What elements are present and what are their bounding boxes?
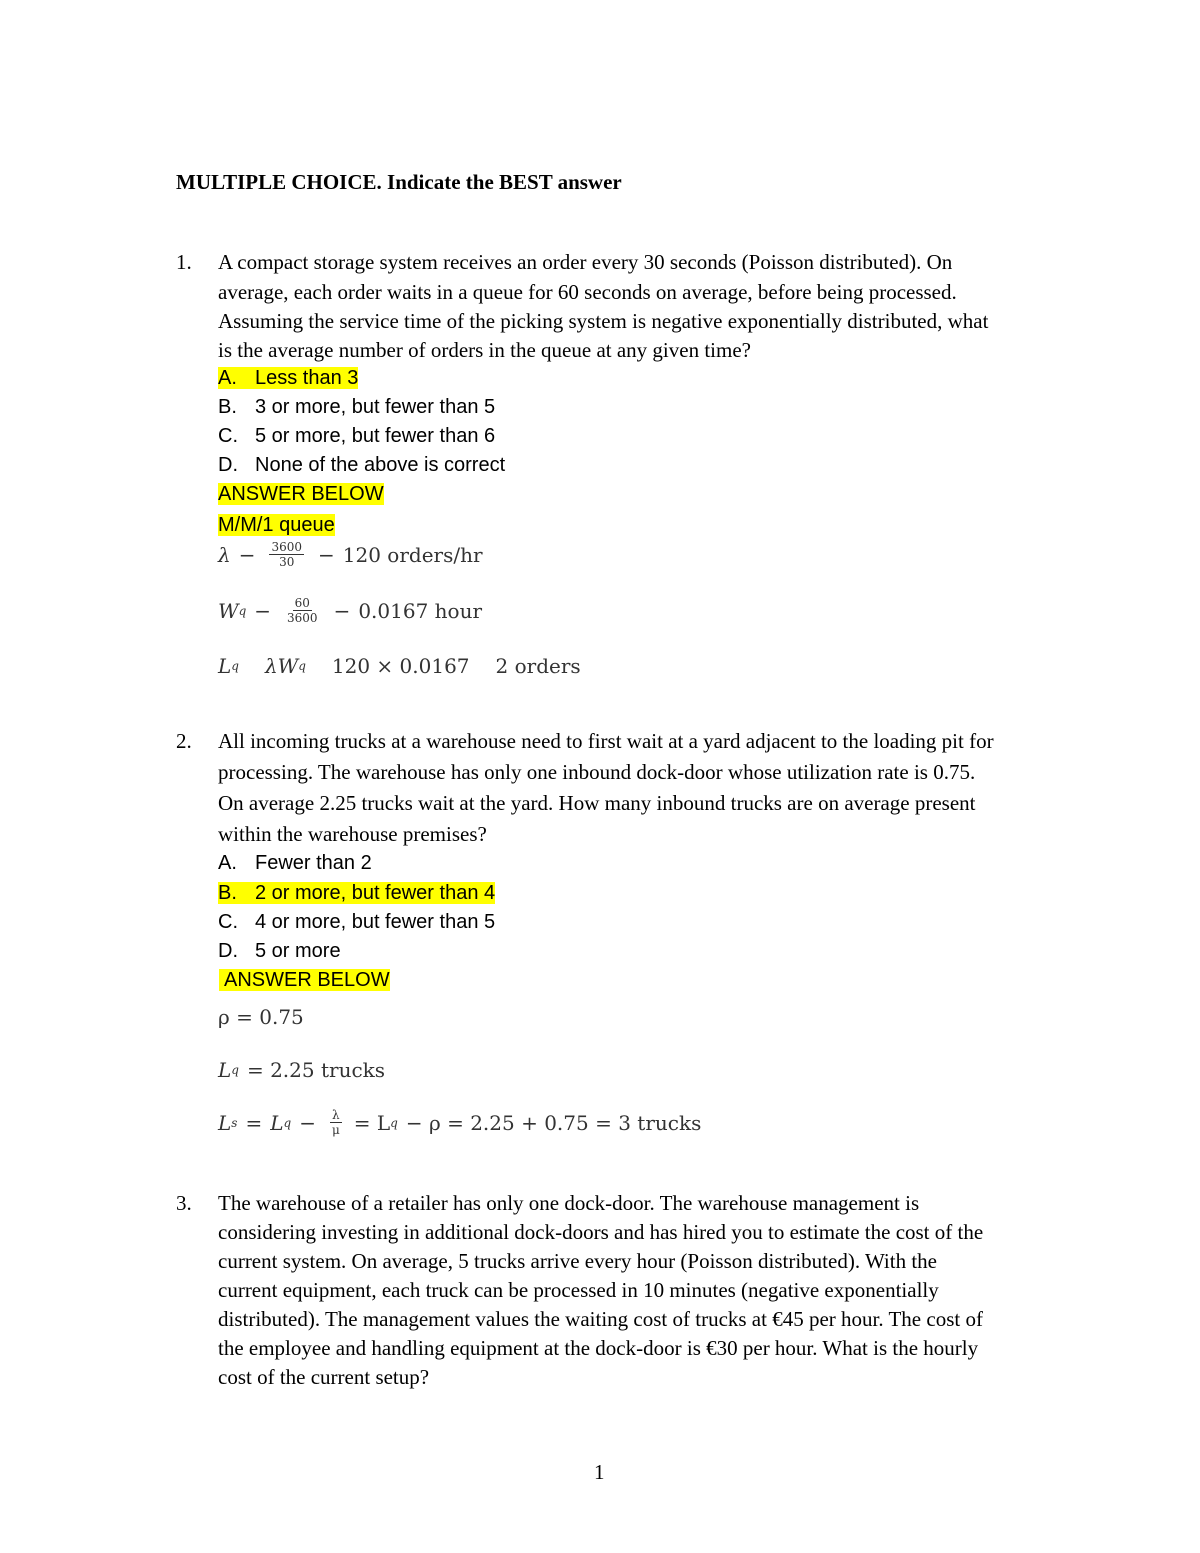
option-letter: A.: [218, 367, 237, 389]
option-text: 2 or more, but fewer than 4: [255, 882, 496, 904]
question-3-line: considering investing in additional dock-doors and has hired you to estimate the cost of the: [218, 1220, 984, 1244]
model-label-text: M/M/1 queue: [218, 514, 335, 536]
math-subscript: q: [238, 603, 247, 618]
option-letter: C.: [218, 425, 238, 447]
question-1-line: is the average number of orders in the queue at any given time?: [218, 338, 751, 362]
fraction: [330, 1108, 342, 1137]
question-1-option-c: [218, 425, 495, 448]
math-symbol: W: [218, 598, 239, 623]
math-term: = L: [353, 1110, 391, 1135]
question-3-line: the employee and handling equipment at the dock-door is €30 per hour. What is the hourly: [218, 1336, 979, 1360]
math-symbol: L: [218, 1110, 232, 1135]
option-letter: C.: [218, 911, 238, 933]
question-1-model-label: [218, 514, 335, 537]
question-1-option-d: [218, 454, 505, 477]
math-symbol: L: [218, 654, 232, 678]
option-text: Fewer than 2: [255, 852, 372, 874]
question-3-number: 3.: [176, 1191, 192, 1215]
question-2-option-b: [218, 882, 495, 905]
option-text: 3 or more, but fewer than 5: [255, 396, 496, 418]
section-heading: MULTIPLE CHOICE. Indicate the BEST answer: [176, 170, 622, 194]
question-2-number: 2.: [176, 729, 192, 753]
option-text: 5 or more: [255, 940, 341, 962]
option-letter: B.: [218, 882, 237, 904]
question-3-line: current equipment, each truck can be processed in 10 minutes (negative exponentially: [218, 1278, 939, 1302]
math-expression: ρ = 0.75: [218, 1005, 304, 1029]
question-1-line: A compact storage system receives an order every 30 seconds (Poisson distributed). On: [218, 250, 953, 274]
page-number: 1: [594, 1460, 605, 1484]
question-2-equation-rho: [218, 1005, 304, 1029]
answer-label-text: ANSWER BELOW: [218, 483, 384, 505]
fraction: [285, 596, 320, 625]
question-1-line: average, each order waits in a queue for 60 seconds on average, before being processed.: [218, 280, 957, 304]
question-1-answer-label: [218, 483, 384, 506]
math-result: 2 orders: [495, 654, 581, 678]
question-3-line: The warehouse of a retailer has only one dock-door. The warehouse management is: [218, 1191, 920, 1215]
fraction-numerator: 3600: [271, 540, 302, 554]
fraction-numerator: λ: [332, 1108, 340, 1122]
fraction-denominator: 3600: [287, 611, 318, 625]
question-3-line: current system. On average, 5 trucks arrive every hour (Poisson distributed). With the: [218, 1249, 937, 1273]
question-2-line: within the warehouse premises?: [218, 822, 487, 846]
option-text: 5 or more, but fewer than 6: [255, 425, 496, 447]
math-subscript: q: [231, 659, 239, 673]
math-result: 120 orders/hr: [342, 542, 483, 567]
fraction-denominator: 30: [279, 555, 295, 569]
question-2-equation-ls: L s = L q − $\frac{\lambda}{\mu}$ = L q − ρ = 2.25 + 0.75 = 3 trucks: [218, 1108, 702, 1137]
fraction: [269, 540, 304, 569]
math-term: 120 × 0.0167: [331, 654, 470, 678]
question-2-line: On average 2.25 trucks wait at the yard. How many inbound trucks are on average present: [218, 791, 976, 815]
question-3-line: distributed). The management values the waiting cost of trucks at €45 per hour. The cost of: [218, 1307, 983, 1331]
fraction-denominator: μ: [331, 1123, 340, 1137]
fraction-numerator: 60: [294, 596, 310, 610]
math-subscript: q: [298, 659, 306, 673]
question-1-line: Assuming the service time of the picking system is negative exponentially distributed, what: [218, 309, 989, 333]
math-result: = 2.25 trucks: [246, 1058, 386, 1082]
question-2-answer-label: [219, 969, 390, 992]
option-text: 4 or more, but fewer than 5: [255, 911, 496, 933]
math-symbol: λ: [218, 542, 231, 567]
math-subscript: q: [390, 1115, 398, 1130]
question-2-line: All incoming trucks at a warehouse need to first wait at a yard adjacent to the loading pit for: [218, 729, 994, 753]
option-letter: B.: [218, 396, 237, 418]
math-subscript: s: [231, 1115, 238, 1130]
question-2-option-d: [218, 940, 341, 963]
math-subscript: q: [231, 1063, 239, 1077]
question-2-option-c: [218, 911, 495, 934]
option-letter: D.: [218, 940, 238, 962]
math-term: λW: [264, 654, 299, 678]
question-1-option-b: [218, 396, 495, 419]
option-letter: D.: [218, 454, 238, 476]
option-text: None of the above is correct: [255, 454, 506, 476]
question-1-option-a: [218, 367, 358, 390]
math-result: 0.0167 hour: [358, 598, 483, 623]
option-text: Less than 3: [255, 367, 359, 389]
question-3-line: cost of the current setup?: [218, 1365, 430, 1389]
math-symbol: L: [218, 1058, 232, 1082]
question-2-option-a: [218, 852, 372, 875]
question-1-number: 1.: [176, 250, 192, 274]
question-2-equation-lq: [218, 1058, 385, 1082]
question-1-equation-lq: [218, 654, 581, 678]
question-1-equation-lambda: λ − $\frac{3600}{30}$ − 120 orders/hr: [218, 540, 483, 569]
option-letter: A.: [218, 852, 237, 874]
math-result: − ρ = 2.25 + 0.75 = 3 trucks: [405, 1110, 702, 1135]
question-2-line: processing. The warehouse has only one inbound dock-door whose utilization rate is 0.75.: [218, 760, 976, 784]
answer-label-text: ANSWER BELOW: [219, 969, 390, 991]
question-1-equation-wq: W q − $\frac{60}{3600}$ − 0.0167 hour: [218, 596, 483, 625]
